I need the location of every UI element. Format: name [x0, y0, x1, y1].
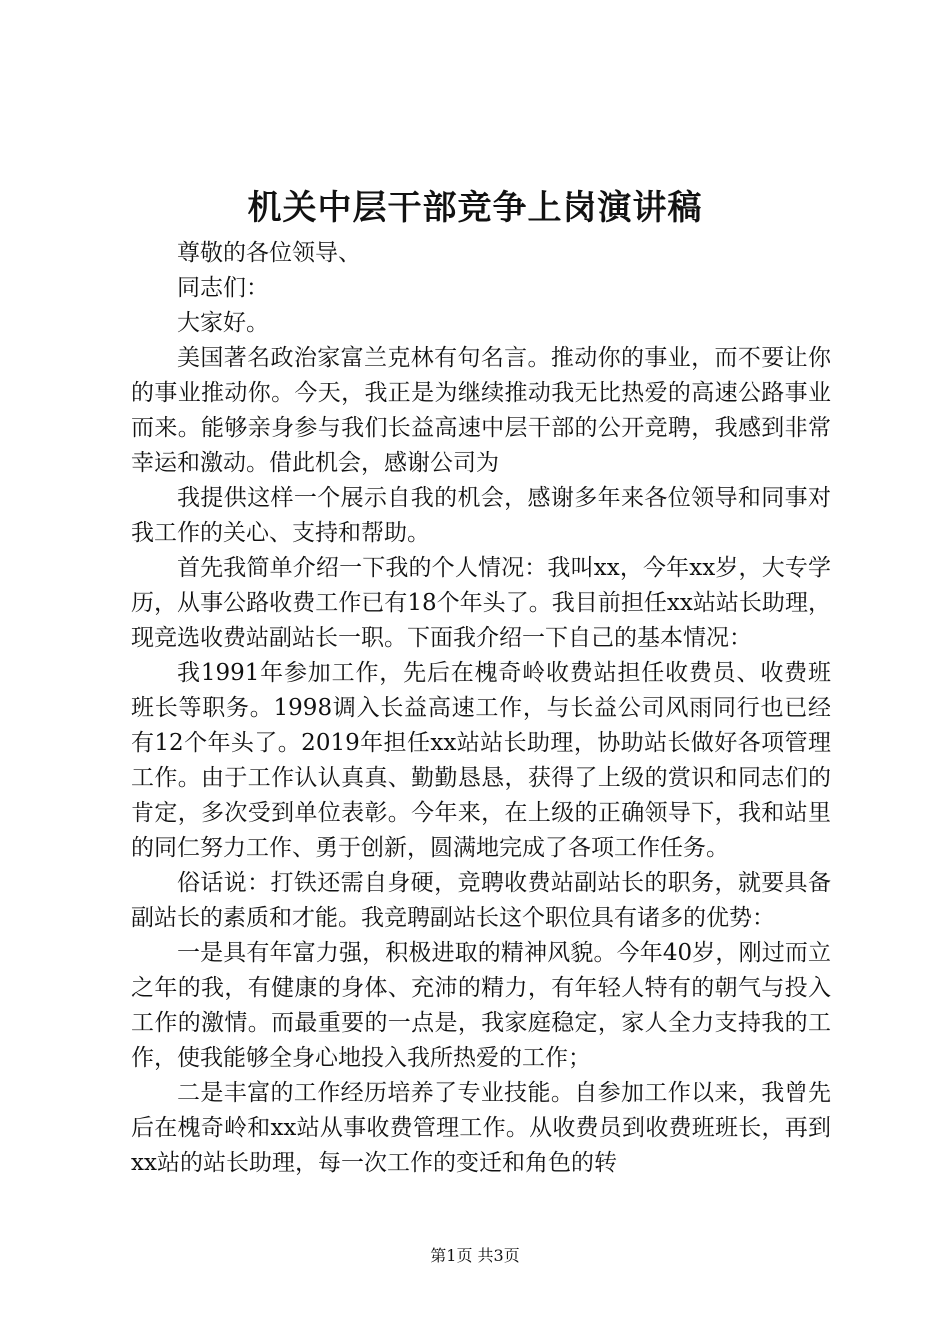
- paragraph-personal-info: 首先我简单介绍一下我的个人情况：我叫xx，今年xx岁，大专学历，从事公路收费工作已有18个年头了。我目前担任xx站站长助理，现竞选收费站副站长一职。下面我介绍一下自己的基本情况：: [131, 555, 831, 651]
- page-footer: 第1页 共3页: [430, 1246, 520, 1265]
- paragraph-thanks: 我提供这样一个展示自我的机会，感谢多年来各位领导和同事对我工作的关心、支持和帮助。: [131, 485, 831, 546]
- paragraph-intro-quote: 美国著名政治家富兰克林有句名言。推动你的事业，而不要让你的事业推动你。今天，我正是为继续推动我无比热爱的高速公路事业而来。能够亲身参与我们长益高速中层干部的公开竞聘，我感到非常幸运和激动。借此机会，感谢公司为: [131, 345, 831, 476]
- paragraph-advantage-one: 一是具有年富力强，积极进取的精神风貌。今年40岁，刚过而立之年的我，有健康的身体、充沛的精力，有年轻人特有的朝气与投入工作的激情。而最重要的一点是，我家庭稳定，家人全力支持我的工作，使我能够全身心地投入我所热爱的工作；: [131, 940, 831, 1071]
- document-body: [131, 236, 831, 1181]
- paragraph-salutation: 尊敬的各位领导、: [177, 240, 361, 266]
- document-title: 机关中层干部竞争上岗演讲稿: [247, 188, 703, 228]
- paragraph-greeting: 大家好。: [177, 310, 269, 336]
- paragraph-salutation-comrades: 同志们：: [177, 275, 269, 301]
- paragraph-advantages: 俗话说：打铁还需自身硬，竞聘收费站副站长的职务，就要具备副站长的素质和才能。我竞聘副站长这个职位具有诸多的优势：: [131, 870, 831, 931]
- paragraph-advantage-two: 二是丰富的工作经历培养了专业技能。自参加工作以来，我曾先后在槐奇岭和xx站从事收费管理工作。从收费员到收费班班长，再到xx站的站长助理，每一次工作的变迁和角色的转: [131, 1080, 831, 1176]
- paragraph-work-history: 我1991年参加工作，先后在槐奇岭收费站担任收费员、收费班班长等职务。1998调入长益高速工作，与长益公司风雨同行也已经有12个年头了。2019年担任xx站站长助理，协助站长做好各项管理工作。由于工作认认真真、勤勤恳恳，获得了上级的赏识和同志们的肯定，多次受到单位表彰。今年来，在上级的正确领导下，我和站里的同仁努力工作、勇于创新，圆满地完成了各项工作任务。: [131, 660, 831, 861]
